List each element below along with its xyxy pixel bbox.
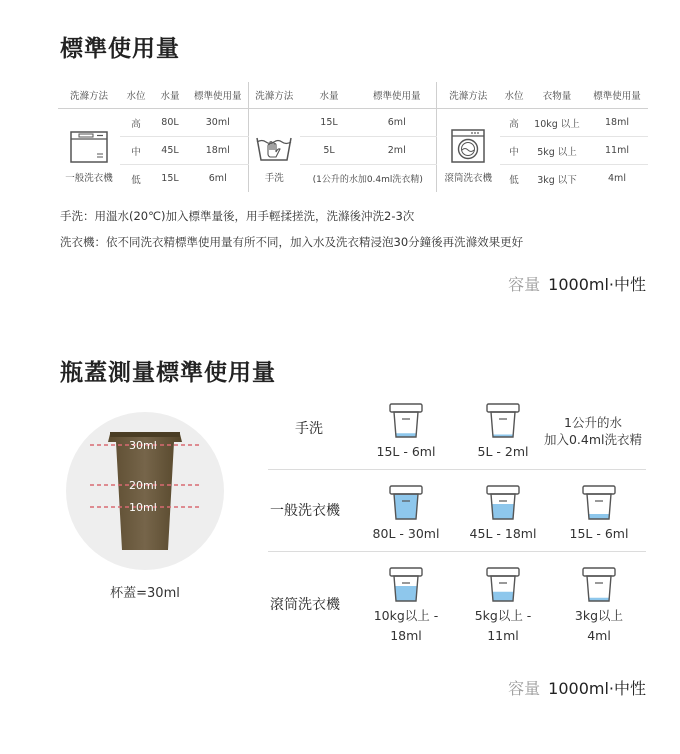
bottle-cap-icon [482, 482, 524, 522]
measure-label: 5L - 2ml [477, 444, 529, 459]
bottle-cap-icon [385, 400, 427, 440]
table-cell: 30ml [188, 109, 248, 137]
cap-fill-icon [385, 400, 427, 444]
hand-wash-icon [254, 132, 294, 164]
row-divider [268, 551, 646, 552]
cap-outline [587, 576, 611, 601]
cap-fill-icon [385, 482, 427, 526]
cap-fill-icon [482, 564, 524, 608]
measure-label-line: 11ml [487, 628, 519, 643]
cap-fill-icon [482, 482, 524, 526]
capacity-bottom [508, 676, 646, 699]
table-cell: 低 [509, 174, 519, 186]
table-header: 標準使用量 [358, 82, 436, 109]
measure-label: 45L - 18ml [469, 526, 537, 541]
table-header: 洗滌方法 [248, 82, 300, 109]
table-cell: 15L [161, 173, 179, 184]
measure-label-line: 4ml [587, 628, 611, 643]
cap-lid [583, 486, 615, 494]
table-cell: 4ml [608, 173, 626, 184]
cup-mark-30: 30ml [129, 439, 157, 452]
bottle-cap-icon [482, 564, 524, 604]
table-cell: 10kg 以上 [528, 109, 586, 137]
measure-label: 15L - 6ml [569, 526, 629, 541]
bottle-cap-icon [578, 482, 620, 522]
measure-label-line: 3kg以上 [574, 608, 624, 623]
cap-lid [390, 404, 422, 412]
drum-washer-icon [450, 128, 486, 164]
usage-table [58, 82, 648, 190]
table-header: 洗滌方法 [436, 82, 500, 109]
table-header: 標準使用量 [586, 82, 648, 109]
table-cell: 高 [500, 109, 528, 137]
bottle-cap-icon [578, 564, 620, 604]
bottle-cap-icon [482, 400, 524, 440]
table-header: 標準使用量 [188, 82, 248, 109]
table-cell: 5kg 以上 [528, 137, 586, 165]
hand-note-line: 加入0.4ml洗衣精 [543, 432, 643, 447]
cup-caption: 杯蓋=30ml [110, 586, 180, 601]
table-header: 水量 [152, 82, 188, 109]
measure-label: 15L - 6ml [376, 444, 436, 459]
method-general-label: 一般洗衣機 [65, 173, 113, 184]
cap-fill-icon [578, 564, 620, 608]
table-header: 衣物量 [528, 82, 586, 109]
cap-lid [487, 486, 519, 494]
measure-label-line: 5kg以上 - [474, 608, 532, 623]
capacity-label: 容量 [508, 679, 541, 698]
measure-label-line: 18ml [390, 628, 422, 643]
cap-fill-icon [385, 564, 427, 608]
table-cell: 15L [300, 109, 358, 137]
table-row [58, 137, 648, 165]
method-general-cell [58, 109, 120, 193]
table-cell: 3kg 以下 [537, 174, 577, 186]
measure-label [457, 606, 549, 646]
bottle-cap-icon [385, 482, 427, 522]
table-cell: 2ml [358, 137, 436, 165]
table-cell: 5L [300, 137, 358, 165]
table-row [58, 165, 648, 193]
table-header: 洗滌方法 [58, 82, 120, 109]
measure-label [553, 606, 645, 646]
table-cell: 6ml [188, 165, 248, 193]
table-cell: 18ml [586, 109, 648, 137]
table-cell: 中 [120, 137, 152, 165]
table-cell: 6ml [358, 109, 436, 137]
capacity-value: 1000ml·中性 [548, 275, 646, 294]
washing-machine-icon [69, 130, 109, 164]
measure-label: 80L - 30ml [372, 526, 440, 541]
row-label-drum: 滾筒洗衣機 [270, 597, 340, 613]
bottle-cap-icon [385, 564, 427, 604]
cap-lid [487, 404, 519, 412]
row-label-hand: 手洗 [295, 421, 323, 437]
cap-lid [487, 568, 519, 576]
capacity-label: 容量 [508, 275, 541, 294]
table-cell: 中 [500, 137, 528, 165]
cap-fill-icon [578, 482, 620, 526]
cap-outline [491, 412, 515, 437]
capacity-value: 1000ml·中性 [548, 679, 646, 698]
table-header: 水位 [500, 82, 528, 109]
method-hand-cell [248, 109, 300, 193]
table-cell: 11ml [586, 137, 648, 165]
method-drum-label: 滾筒洗衣機 [444, 173, 492, 184]
row-divider [268, 469, 646, 470]
cap-lid [583, 568, 615, 576]
method-hand-label: 手洗 [264, 173, 284, 184]
table-cell: 18ml [188, 137, 248, 165]
hand-note [530, 414, 656, 448]
table-cell: 45L [152, 137, 188, 165]
table-cell: 低 [131, 174, 141, 186]
row-label-general: 一般洗衣機 [270, 503, 340, 519]
section2-title: 瓶蓋測量標準使用量 [60, 360, 276, 386]
table-cell: 高 [120, 109, 152, 137]
method-drum-cell [436, 109, 500, 193]
measure-label-line: 10kg以上 - [373, 608, 439, 623]
table-header: 水量 [300, 82, 358, 109]
table-row [58, 109, 648, 137]
water-fill [583, 514, 615, 519]
capacity [508, 272, 646, 295]
table-cell-note: (1公升的水加0.4ml洗衣精) [300, 165, 436, 193]
hand-note-line: 1公升的水 [564, 415, 622, 430]
cap-lid [390, 486, 422, 494]
cap-fill-icon [482, 400, 524, 444]
table-cell: 80L [152, 109, 188, 137]
table-header: 水位 [120, 82, 152, 109]
cup-mark-20: 20ml [129, 479, 157, 492]
table-header-row [58, 82, 648, 109]
cup-mark-10: 10ml [129, 501, 157, 514]
cap-lid [390, 568, 422, 576]
measure-label [360, 606, 452, 646]
note-handwash: 手洗：用溫水(20℃)加入標準量後，用手輕揉搓洗，洗滌後沖洗2-3次 [60, 209, 415, 223]
note-machine: 洗衣機：依不同洗衣精標準使用量有所不同，加入水及洗衣精浸泡30分鐘後再洗滌效果更好 [60, 235, 524, 249]
section1-title: 標準使用量 [60, 36, 180, 62]
